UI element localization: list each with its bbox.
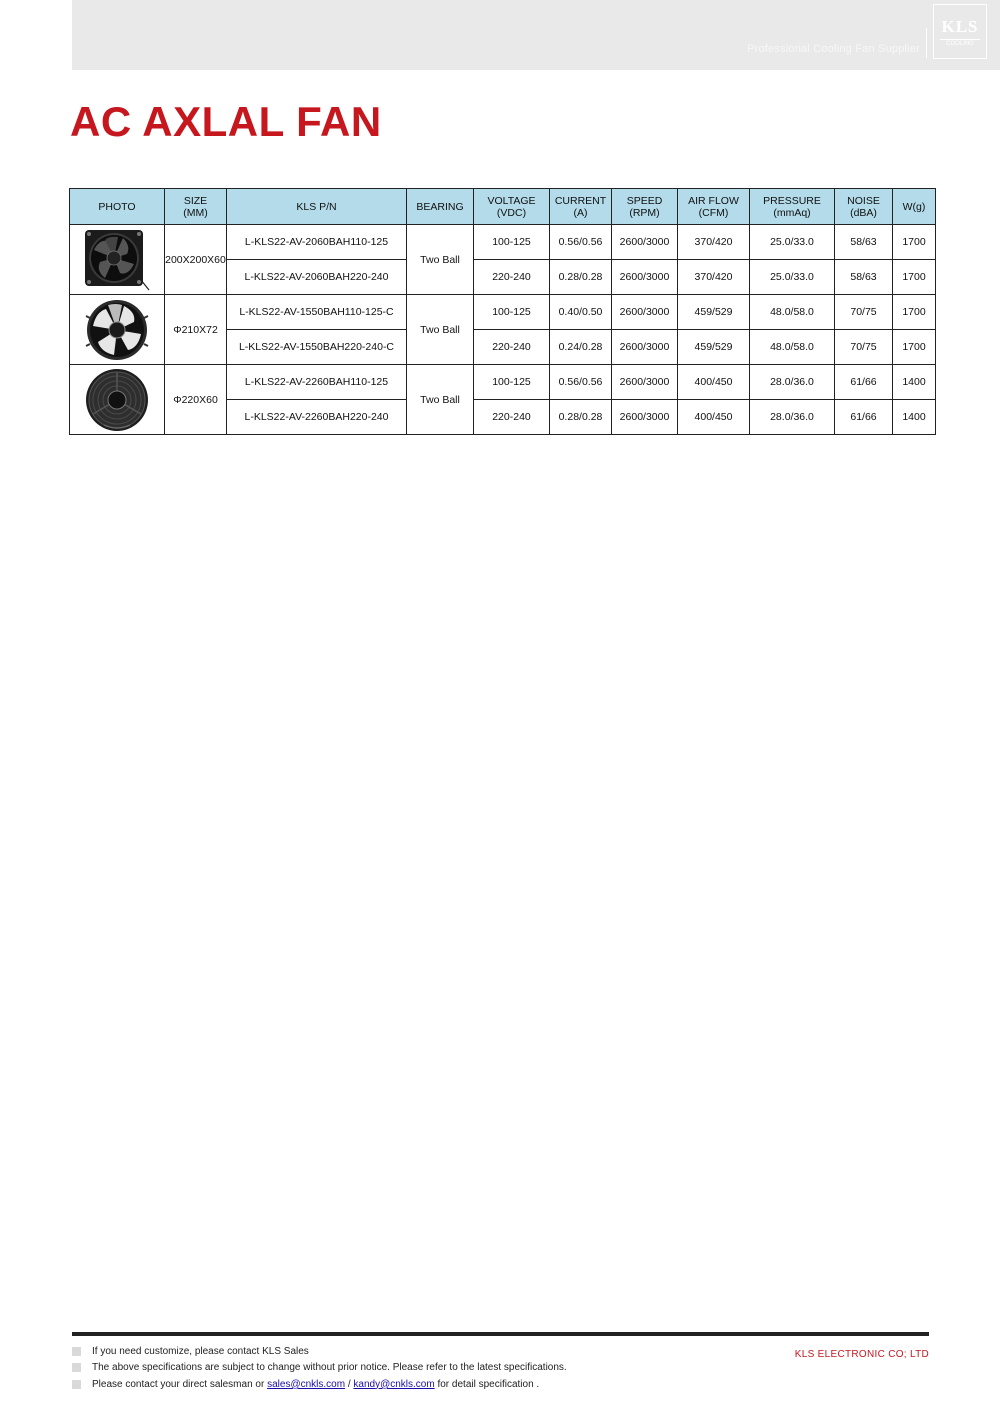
- fan-photo-cell: [70, 365, 165, 435]
- size-cell: Φ220X60: [165, 365, 227, 435]
- note-text: The above specifications are subject to change without prior notice. Please refer to the latest specifications.: [92, 1362, 567, 1374]
- page-title: AC AXLAL FAN: [70, 98, 382, 145]
- weight-cell: 1700: [893, 260, 936, 295]
- header-band: [72, 0, 1000, 70]
- airflow-cell: 400/450: [678, 365, 750, 400]
- pn-cell: L-KLS22-AV-2060BAH220-240: [227, 260, 407, 295]
- voltage-cell: 220-240: [474, 330, 550, 365]
- weight-cell: 1400: [893, 365, 936, 400]
- airflow-cell: 370/420: [678, 260, 750, 295]
- voltage-cell: 100-125: [474, 295, 550, 330]
- logo-sub-text: COOLING: [940, 39, 980, 47]
- header-pressure-line1: PRESSURE: [763, 194, 821, 207]
- square-bullet-icon: [72, 1363, 81, 1372]
- header-current-line1: CURRENT: [554, 194, 607, 207]
- noise-cell: 61/66: [835, 365, 893, 400]
- header-size-line2: (MM): [183, 206, 208, 219]
- weight-cell: 1700: [893, 225, 936, 260]
- airflow-cell: 459/529: [678, 295, 750, 330]
- speed-cell: 2600/3000: [612, 225, 678, 260]
- current-cell: 0.24/0.28: [550, 330, 612, 365]
- pn-cell: L-KLS22-AV-2260BAH110-125: [227, 365, 407, 400]
- header-noise-line1: NOISE: [847, 194, 880, 207]
- footer-note: [72, 1343, 567, 1360]
- footer-note: [72, 1360, 567, 1377]
- header-bearing: BEARING: [407, 189, 474, 225]
- voltage-cell: 100-125: [474, 365, 550, 400]
- size-cell: 200X200X60: [165, 225, 227, 295]
- noise-cell: 70/75: [835, 295, 893, 330]
- pn-cell: L-KLS22-AV-2060BAH110-125: [227, 225, 407, 260]
- header-noise-line2: (dBA): [850, 206, 877, 219]
- header-photo: PHOTO: [70, 189, 165, 225]
- airflow-cell: 370/420: [678, 225, 750, 260]
- header-tagline: Professional Cooling Fan Supplier: [747, 43, 920, 55]
- noise-cell: 61/66: [835, 400, 893, 435]
- note-suffix: for detail specification .: [434, 1378, 540, 1390]
- logo-main-text: KLS: [941, 17, 979, 36]
- airflow-cell: 459/529: [678, 330, 750, 365]
- noise-cell: 58/63: [835, 260, 893, 295]
- header-pressure-line2: (mmAq): [773, 206, 811, 219]
- header-airflow-line2: (CFM): [698, 206, 729, 219]
- header-pressure: [750, 189, 835, 225]
- header-airflow: [678, 189, 750, 225]
- logo-divider: [926, 28, 927, 58]
- header-speed-line1: SPEED: [626, 194, 663, 207]
- pressure-cell: 28.0/36.0: [750, 365, 835, 400]
- bearing-cell: Two Ball: [407, 365, 474, 435]
- current-cell: 0.56/0.56: [550, 365, 612, 400]
- header-size: [165, 189, 227, 225]
- size-cell: Φ210X72: [165, 295, 227, 365]
- note-prefix: Please contact your direct salesman or: [92, 1378, 268, 1390]
- round-ac-fan-photo-icon: [84, 367, 150, 433]
- square-bullet-icon: [72, 1347, 81, 1356]
- noise-cell: 70/75: [835, 330, 893, 365]
- table-row: [70, 295, 936, 330]
- header-airflow-line1: AIR FLOW: [688, 194, 739, 207]
- bearing-cell: Two Ball: [407, 225, 474, 295]
- airflow-cell: 400/450: [678, 400, 750, 435]
- header-voltage-line2: (VDC): [496, 206, 527, 219]
- fan-photo-cell: [70, 225, 165, 295]
- square-ac-fan-photo-icon: [83, 228, 151, 292]
- header-weight: W(g): [893, 189, 936, 225]
- speed-cell: 2600/3000: [612, 365, 678, 400]
- pressure-cell: 28.0/36.0: [750, 400, 835, 435]
- voltage-cell: 220-240: [474, 400, 550, 435]
- speed-cell: 2600/3000: [612, 330, 678, 365]
- bearing-cell: Two Ball: [407, 295, 474, 365]
- note-text: If you need customize, please contact KLS Sales: [92, 1345, 309, 1357]
- pressure-cell: 25.0/33.0: [750, 260, 835, 295]
- weight-cell: 1700: [893, 330, 936, 365]
- current-cell: 0.28/0.28: [550, 400, 612, 435]
- pressure-cell: 25.0/33.0: [750, 225, 835, 260]
- kls-logo: [933, 4, 987, 59]
- header-speed: [612, 189, 678, 225]
- current-cell: 0.40/0.50: [550, 295, 612, 330]
- header-speed-line2: (RPM): [629, 206, 660, 219]
- company-name: KLS ELECTRONIC CO; LTD: [794, 1349, 929, 1360]
- noise-cell: 58/63: [835, 225, 893, 260]
- square-bullet-icon: [72, 1380, 81, 1389]
- weight-cell: 1700: [893, 295, 936, 330]
- speed-cell: 2600/3000: [612, 260, 678, 295]
- header-size-line1: SIZE: [183, 194, 208, 207]
- header-pn: KLS P/N: [227, 189, 407, 225]
- speed-cell: 2600/3000: [612, 295, 678, 330]
- table-header-row: [70, 189, 936, 225]
- spec-table: [69, 188, 936, 435]
- footer-notes: [72, 1343, 567, 1393]
- voltage-cell: 220-240: [474, 260, 550, 295]
- pn-cell: L-KLS22-AV-1550BAH110-125-C: [227, 295, 407, 330]
- fan-photo-cell: [70, 295, 165, 365]
- pn-cell: L-KLS22-AV-1550BAH220-240-C: [227, 330, 407, 365]
- round-ac-fan-photo-icon: [84, 298, 150, 362]
- header-current-line2: (A): [573, 206, 588, 219]
- pn-cell: L-KLS22-AV-2260BAH220-240: [227, 400, 407, 435]
- current-cell: 0.28/0.28: [550, 260, 612, 295]
- table-row: [70, 365, 936, 400]
- pressure-cell: 48.0/58.0: [750, 295, 835, 330]
- header-current: [550, 189, 612, 225]
- note-text: [92, 1379, 539, 1390]
- weight-cell: 1400: [893, 400, 936, 435]
- sales-email-link[interactable]: sales@cnkls.com: [267, 1378, 346, 1390]
- header-voltage: [474, 189, 550, 225]
- current-cell: 0.56/0.56: [550, 225, 612, 260]
- kandy-email-link[interactable]: kandy@cnkls.com: [353, 1378, 435, 1390]
- header-voltage-line1: VOLTAGE: [487, 194, 536, 207]
- voltage-cell: 100-125: [474, 225, 550, 260]
- table-row: [70, 225, 936, 260]
- pressure-cell: 48.0/58.0: [750, 330, 835, 365]
- footer-note: [72, 1376, 567, 1393]
- header-noise: [835, 189, 893, 225]
- speed-cell: 2600/3000: [612, 400, 678, 435]
- email-separator: /: [345, 1378, 354, 1390]
- footer-rule: [72, 1332, 929, 1336]
